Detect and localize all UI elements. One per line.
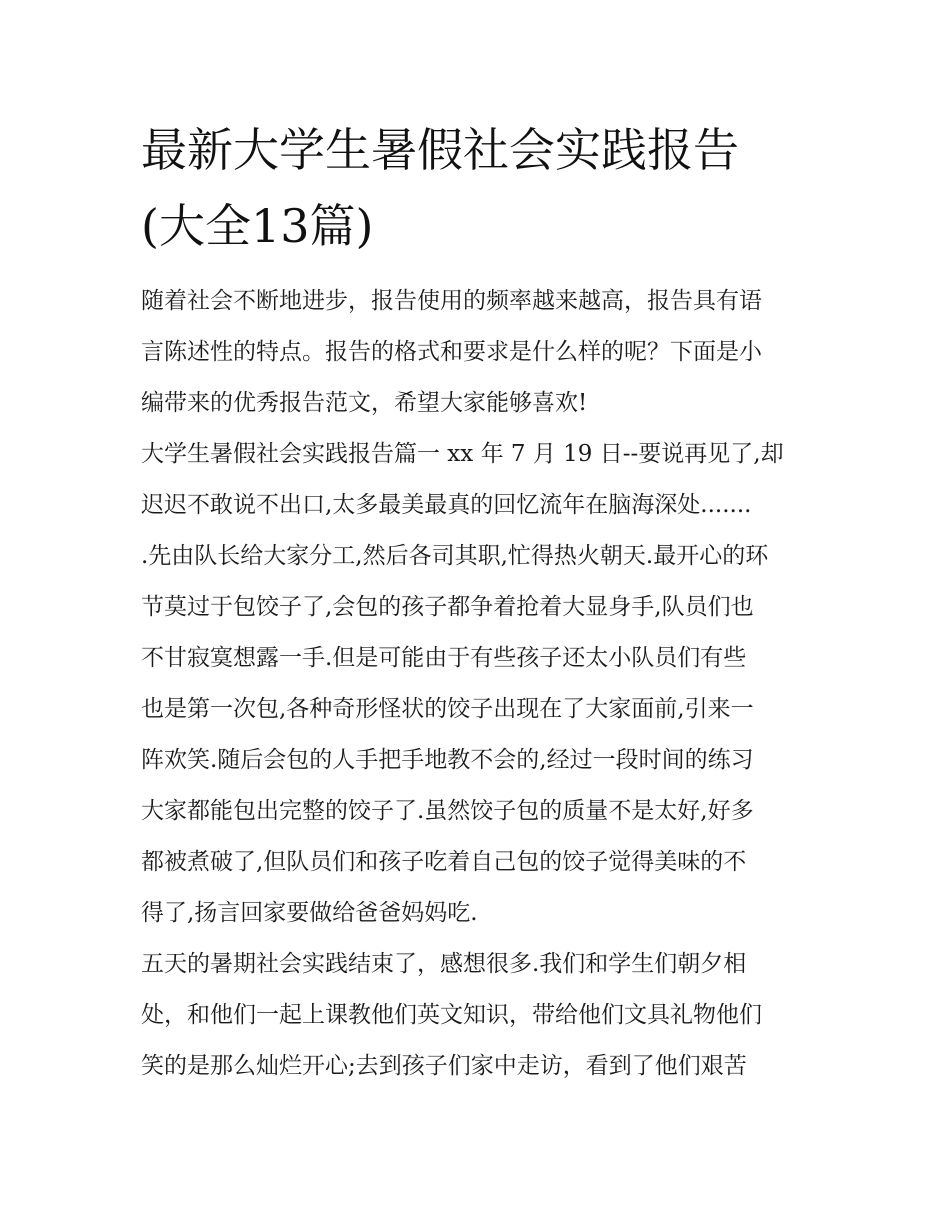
body-line: 编带来的优秀报告范文，希望大家能够喜欢! xyxy=(141,390,588,416)
body-line: 处，和他们一起上课教他们英文知识，带给他们文具礼物他们 xyxy=(141,1002,762,1028)
body-line: 五天的暑期社会实践结束了，感想很多.我们和学生们朝夕相 xyxy=(141,951,747,977)
body-line: 迟迟不敢说不出口,太多最美最真的回忆流年在脑海深处....... xyxy=(141,492,752,518)
body-line: 也是第一次包,各种奇形怪状的饺子出现在了大家面前,引来一 xyxy=(141,696,754,722)
body-line: 阵欢笑.随后会包的人手把手地教不会的,经过一段时间的练习 xyxy=(141,747,754,773)
body-line: 得了,扬言回家要做给爸爸妈妈吃. xyxy=(141,900,478,926)
title-line-2: (大全13篇) xyxy=(141,199,374,253)
body-line: 都被煮破了,但队员们和孩子吃着自己包的饺子觉得美味的不 xyxy=(141,849,747,875)
body-line: 节莫过于包饺子了,会包的孩子都争着抢着大显身手,队员们也 xyxy=(141,594,754,620)
body-line: 笑的是那么灿烂开心;去到孩子们家中走访，看到了他们艰苦 xyxy=(141,1053,747,1079)
document-title xyxy=(141,112,821,264)
title-line-1: 最新大学生暑假社会实践报告 xyxy=(141,123,739,177)
body-line: 大家都能包出完整的饺子了.虽然饺子包的质量不是太好,好多 xyxy=(141,798,754,824)
body-line: .先由队长给大家分工,然后各司其职,忙得热火朝天.最开心的环 xyxy=(141,543,769,569)
body-line: 随着社会不断地进步，报告使用的频率越来越高，报告具有语 xyxy=(141,288,762,314)
body-line: 大学生暑假社会实践报告篇一 xx 年 7 月 19 日--要说再见了,却 xyxy=(141,441,784,467)
body-line: 言陈述性的特点。报告的格式和要求是什么样的呢？下面是小 xyxy=(141,339,762,365)
body-line: 不甘寂寞想露一手.但是可能由于有些孩子还太小队员们有些 xyxy=(141,645,747,671)
document-body xyxy=(141,276,821,1092)
